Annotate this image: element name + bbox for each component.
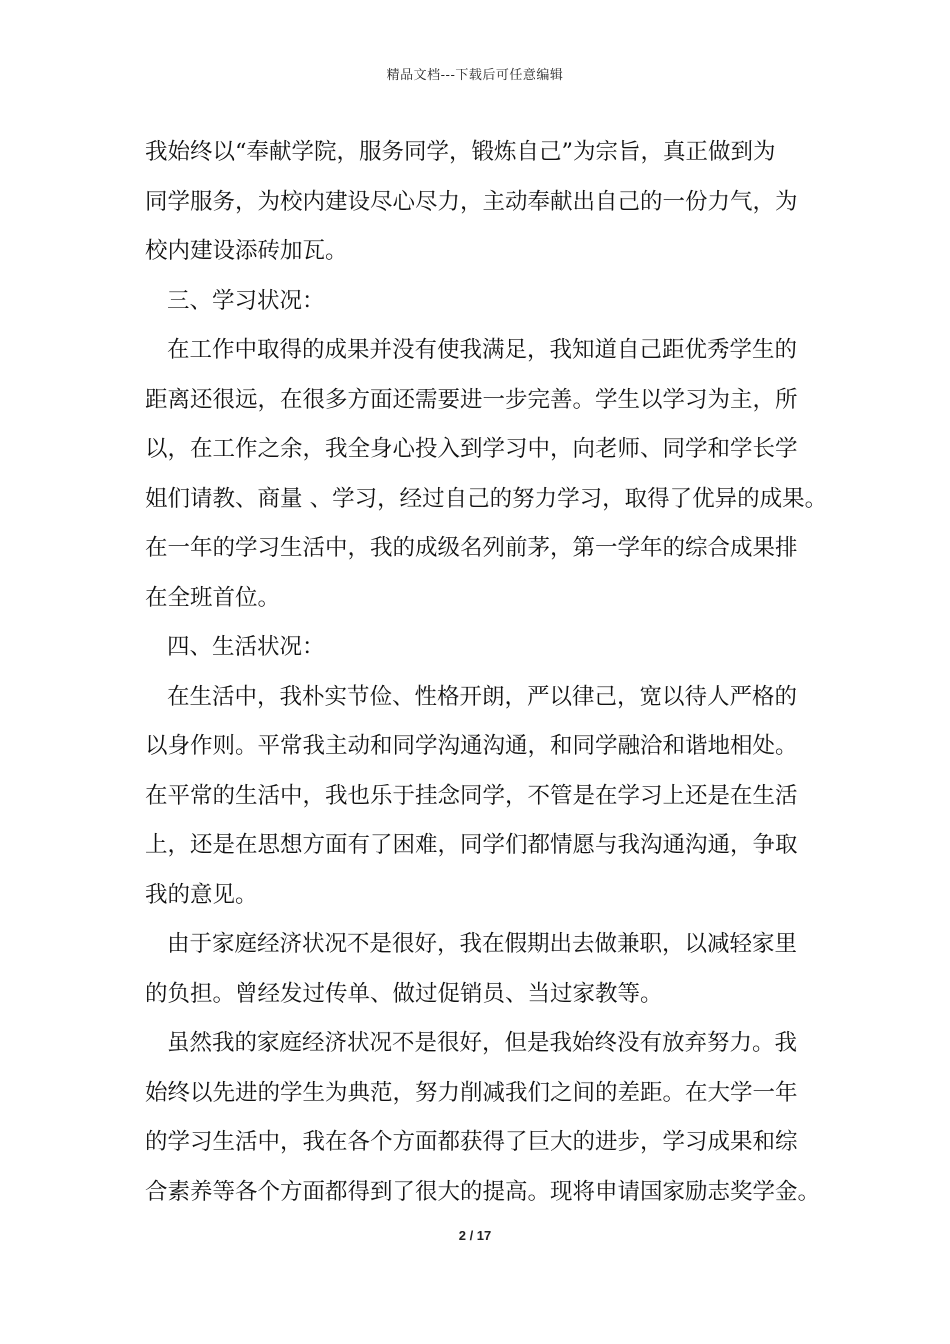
paragraph-line: 虽然我的家庭经济状况不是很好，但是我始终没有放弃努力。我 — [167, 1030, 798, 1056]
section-heading: 四、生活状况： — [167, 634, 325, 660]
paragraph-line: 始终以先进的学生为典范，努力削减我们之间的差距。在大学一年 — [145, 1079, 798, 1106]
paragraph-line: 校内建设添砖加瓦。 — [145, 238, 348, 264]
paragraph-line: 在生活中，我朴实节俭、性格开朗，严以律己，宽以待人严格的 — [167, 683, 798, 710]
paragraph-line: 在工作中取得的成果并没有使我满足，我知道自己距优秀学生的 — [167, 337, 798, 363]
paragraph-line: 的学习生活中，我在各个方面都获得了巨大的进步，学习成果和综 — [145, 1129, 798, 1155]
paragraph-line: 距离还很远，在很多方面还需要进一步完善。学生以学习为主，所 — [145, 386, 798, 413]
paragraph-line: 在全班首位。 — [145, 584, 281, 611]
document-body — [145, 128, 828, 1217]
paragraph-line: 由于家庭经济状况不是很好，我在假期出去做兼职，以减轻家里 — [167, 931, 798, 957]
paragraph-line: 我的意见。 — [145, 881, 258, 908]
page-number: 2 / 17 — [458, 1228, 492, 1243]
page-header: 精品文档---下载后可任意编辑 — [386, 68, 564, 83]
paragraph-line: 以，在工作之余，我全身心投入到学习中，向老师、同学和学长学 — [145, 436, 798, 462]
paragraph-line: 姐们请教、商量 、学习，经过自己的努力学习，取得了优异的成果。 — [145, 485, 828, 512]
section-heading: 三、学习状况： — [167, 287, 325, 314]
paragraph-line: 以身作则。平常我主动和同学沟通沟通，和同学融洽和谐地相处。 — [145, 733, 798, 759]
paragraph-line: 的负担。曾经发过传单、做过促销员、当过家教等。 — [145, 980, 663, 1007]
paragraph-line: 合素养等各个方面都得到了很大的提高。现将申请国家励志奖学金。 — [145, 1178, 821, 1205]
paragraph-line: 在一年的学习生活中，我的成级名列前茅，第一学年的综合成果排 — [145, 535, 798, 561]
paragraph-line: 在平常的生活中，我也乐于挂念同学，不管是在学习上还是在生活 — [145, 782, 798, 809]
paragraph-line: 我始终以“奉献学院，服务同学，锻炼自己”为宗旨，真正做到为 — [145, 139, 776, 165]
paragraph-line: 同学服务，为校内建设尽心尽力，主动奉献出自己的一份力气，为 — [145, 188, 798, 215]
paragraph-line: 上，还是在思想方面有了困难，同学们都情愿与我沟通沟通，争取 — [145, 832, 798, 858]
